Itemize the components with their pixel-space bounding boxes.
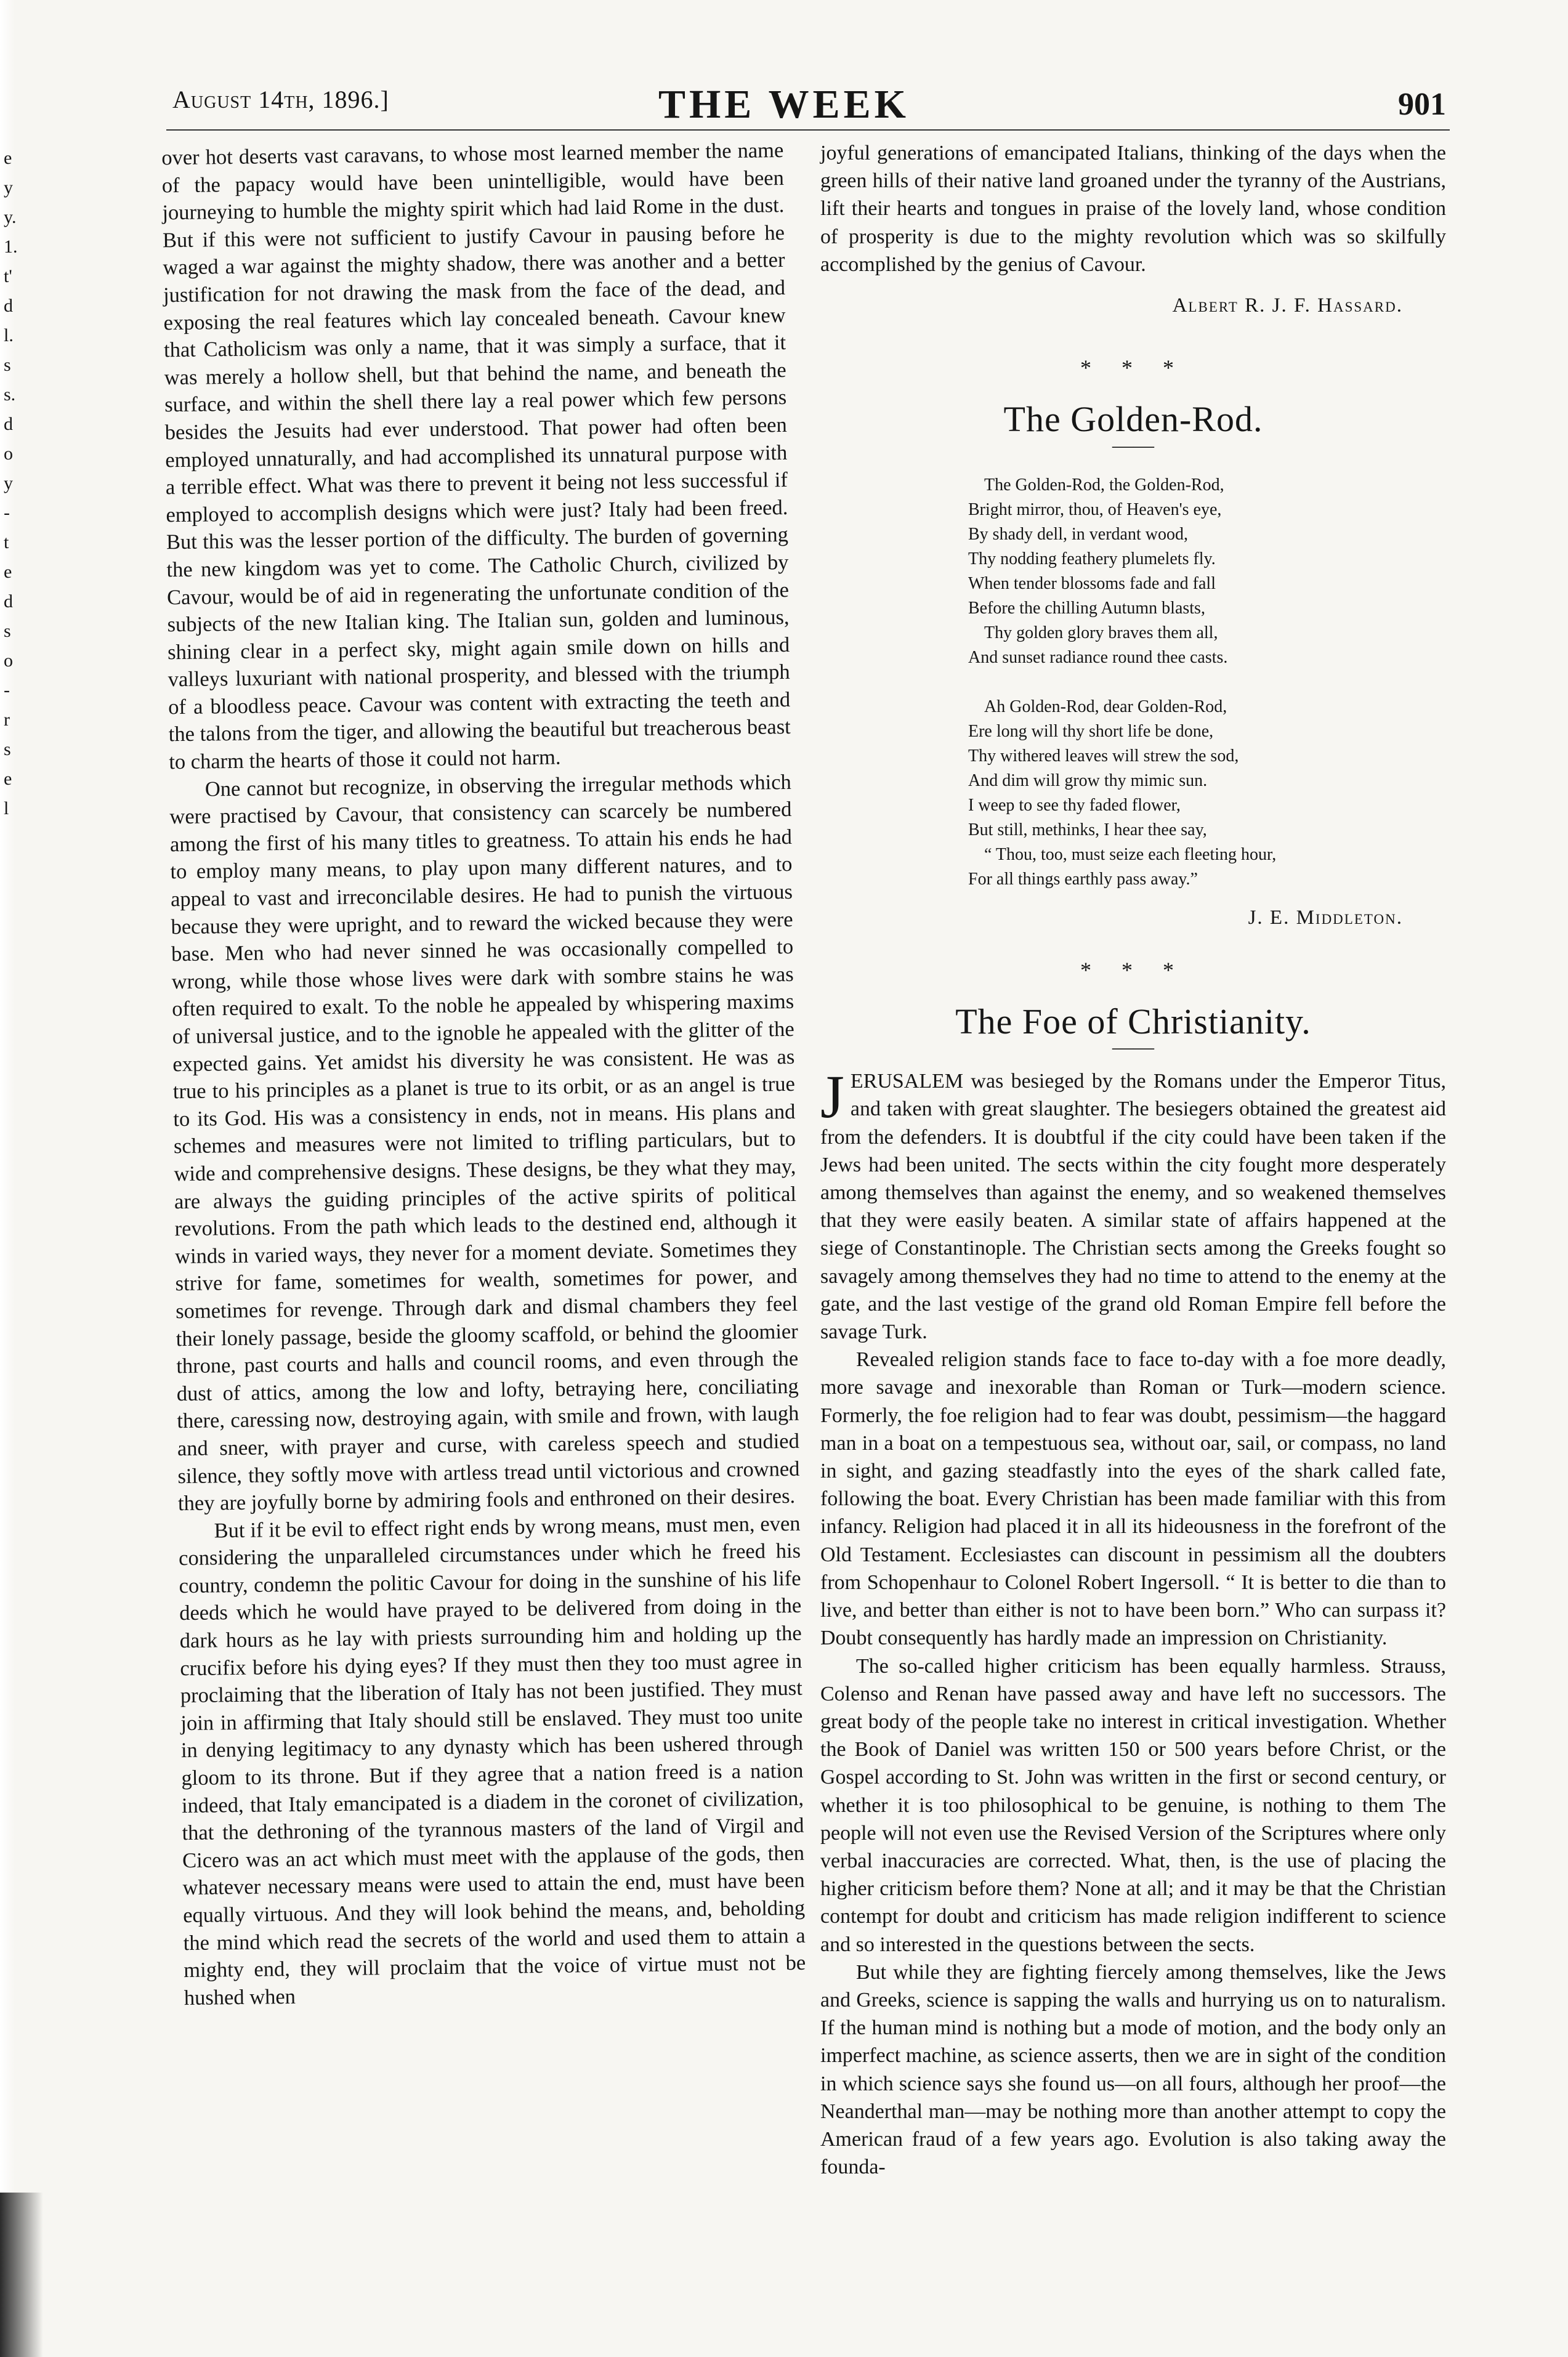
edge-fragment: y. xyxy=(4,207,17,227)
article-paragraph-2: Revealed religion stands face to face to-day with a foe more deadly, more savage and inexorable than Roman or Turk—modern science. Formerly, the foe religion had to fear was doubt, pessimism—the haggard man in a boat on a tempestuous sea, without oar, sail, or compass, no land in sight, and gazing steadfastly into the eyes of the shark called fate, following the boat. Every Christian has been made familiar with this from infancy. Religion had placed it in all its hideousness in the forefront of the Old Testament. Ecclesiastes can discount in pessimism all the doubters from Schopenhaur to Colonel Robert Ingersoll. “ It is better to die than to live, and better than either is not to have been born.” Who can surpass it? Doubt consequently has hardly made an impression on Christianity. xyxy=(820,1348,1446,1650)
edge-fragment: l xyxy=(4,798,9,819)
left-column xyxy=(161,137,810,2337)
header-rule xyxy=(166,129,1450,131)
edge-fragment: r xyxy=(4,710,10,730)
article-paragraph-4: But while they are fighting fiercely among themselves, like the Jews and Greeks, science is sapping the walls and hurrying us on to naturalism. If the human mind is nothing but a mode of motion, and the body only an imperfect machine, as science asserts, then we are in sight of the condition in which science says she found us—on all fours, although her proof—the Neanderthal man—may be nothing more than another attempt to copy the American fraud of a few years ago. Evolution is also taking away the founda- xyxy=(820,1960,1446,2179)
page-number: 901 xyxy=(1398,87,1446,122)
edge-fragment: y xyxy=(4,473,13,493)
poem-line: By shady dell, in verdant wood, xyxy=(968,524,1188,544)
edge-fragment: - xyxy=(4,503,10,523)
edge-fragment: 1. xyxy=(4,237,18,257)
edge-fragment: t xyxy=(4,532,9,552)
article-paragraph-1 xyxy=(820,1062,1446,1346)
article-title: The Foe of Christianity. xyxy=(955,1001,1311,1042)
poem-line: And dim will grow thy mimic sun. xyxy=(968,770,1208,790)
poem-line: Thy withered leaves will strew the sod, xyxy=(968,746,1239,766)
edge-fragment: e xyxy=(4,148,12,168)
issue-date: August 14th, 1896.] xyxy=(172,86,389,113)
cavour-author: Albert R. J. F. Hassard. xyxy=(1172,294,1403,317)
edge-fragment: s xyxy=(4,621,11,641)
article-paragraph-3: The so-called higher criticism has been equally harmless. Strauss, Colenso and Renan have passed away and have left no successors. The great body of the people take no interest in critical investigation. Whether the Book of Daniel was written 150 or 500 years before Christ, or the Gospel according to St. John was written in the first or second century, or whether it is too philosophical to be genuine, is nothing to them The people will not even use the Revised Version of the Scriptures where only verbal inaccuracies are corrected. What, then, is the use of placing the higher criticism before them? None at all; and it may be that the Christian contempt for doubt and criticism has made religion indifferent to science and so interested in the questions between the sects. xyxy=(820,1654,1446,1956)
cavour-ending: joyful generations of emancipated Italians, thinking of the days when the green hills of their native land groaned under the tyranny of the Austrians, lift their hearts and tongues in praise of the lovely land, whose condition of prosperity is due to the mighty revolution which was so skilfully accomplished by the genius of Cavour. xyxy=(820,142,1446,276)
edge-fragment: y xyxy=(4,177,13,198)
poem-stanza-2 xyxy=(968,695,1446,892)
edge-fragment: d xyxy=(4,591,13,612)
edge-fragment: s. xyxy=(4,384,16,405)
title-rule: —— xyxy=(1112,434,1154,457)
edge-fragment: - xyxy=(4,680,10,700)
edge-fragment: d xyxy=(4,296,13,316)
poem-stanza-1 xyxy=(968,473,1446,670)
masthead: THE WEEK xyxy=(658,82,910,127)
edge-fragment: e xyxy=(4,769,12,789)
edge-fragment: s xyxy=(4,739,11,759)
edge-fragment: l. xyxy=(4,325,14,346)
poem-author: J. E. Middleton. xyxy=(1248,906,1403,929)
poem-line: When tender blossoms fade and fall xyxy=(968,573,1216,593)
poem-line: “ Thou, too, must seize each fleeting hour, xyxy=(984,844,1277,864)
poem-line: Before the chilling Autumn blasts, xyxy=(968,598,1205,618)
edge-fragment: o xyxy=(4,650,13,671)
poem-line: But still, methinks, I hear thee say, xyxy=(968,820,1207,839)
separator-asterisks: * * * xyxy=(1080,355,1186,381)
edge-fragment: e xyxy=(4,562,12,582)
separator-asterisks: * * * xyxy=(1080,957,1186,982)
page-header xyxy=(0,0,1568,142)
poem-line: Thy golden glory braves them all, xyxy=(984,623,1218,642)
poem xyxy=(968,473,1446,892)
poem-title: The Golden-Rod. xyxy=(1003,399,1263,440)
poem-line: Thy nodding feathery plumelets fly. xyxy=(968,549,1216,568)
edge-fragment: o xyxy=(4,443,13,464)
right-column xyxy=(820,139,1446,2332)
edge-fragment: t' xyxy=(4,266,12,286)
poem-line: Ere long will thy short life be done, xyxy=(968,721,1214,741)
poem-line: Ah Golden-Rod, dear Golden-Rod, xyxy=(984,697,1227,716)
binding-shadow xyxy=(0,2193,43,2357)
drop-cap: J xyxy=(820,1062,844,1131)
poem-line: The Golden-Rod, the Golden-Rod, xyxy=(984,475,1224,495)
poem-line: For all things earthly pass away.” xyxy=(968,869,1198,889)
page-binding-edge xyxy=(0,0,15,2357)
cavour-paragraph-1: over hot deserts vast caravans, to whose most learned member the name of the papacy would have been unintelligible, would have been journeying to humble the mighty spirit which had laid Rome in the dust. But if this were not sufficient to justify Cavour in pausing before he waged a war against the mighty shadow, there was another and a better justification for not drawing the mask from the face of the dead, and exposing the real features which lay concealed beneath. Cavour knew that Catholicism was only a name, that it was simply a surface, that it was merely a hollow shell, but that behind the name, and beneath the surface, and within the shell there lay a real power which few persons besides the Jesuits had ever understood. That power had often been employed unnaturally, and had accomplished its unnatural purpose with a terrible effect. What was there to prevent it being not less successful if employed to accomplish designs which were just? Italy had been freed. But this was the lesser portion of the difficulty. The burden of governing the new kingdom was yet to come. The Catholic Church, civilized by Cavour, would be of aid in regenerating the unfortunate condition of the subjects of the new Italian king. The Italian sun, golden and luminous, shining clear in a perfect sky, might again smile down on hills and valleys luxuriant with national prosperity, and blessed with the triumph of a bloodless peace. Cavour was content with extracting the teeth and the talons from the tiger, and allowing the beautiful but treacherous beast to charm the hearts of those it could not harm. xyxy=(161,138,791,774)
poem-line: And sunset radiance round thee casts. xyxy=(968,647,1228,667)
poem-line: I weep to see thy faded flower, xyxy=(968,795,1181,815)
title-rule: —— xyxy=(1112,1036,1154,1059)
article-first-text: ERUSALEM was besieged by the Romans under the Emperor Titus, and taken with great slaughter. The besiegers obtained the greatest aid from the defenders. It is doubtful if the city could have been taken if the Jews had been united. The sects within the city fought more desperately among themselves than against the enemy, and so weakened themselves that they were easily beaten. A similar state of affairs happened at the siege of Constantinople. The Christian sects among the Greeks fought so savagely among themselves they had no time to attend to the enemy at the gate, and the last vestige of the grand old Roman Empire fell before the savage Turk. xyxy=(820,1070,1446,1344)
cavour-paragraph-3: But if it be evil to effect right ends by wrong means, must men, even considering the unparalleled circumstances under which he freed his country, condemn the politic Cavour for doing in the sunshine of his life deeds which he would have prayed to be delivered from doing in the dark hours as he lay with priests surrounding him and holding up the crucifix before his dying eyes? If they must then they too must agree in proclaiming that the liberation of Italy has not been justified. They must join in affirming that Italy should still be enslaved. They must too unite in denying legitimacy to any dynasty which has been ushered through gloom to its throne. But if they agree that a nation freed is a nation indeed, that Italy emancipated is a diadem in the coronet of civilization, that the dethroning of the tyrannous masters of the land of Virgil and Cicero was an act which must meet with the applause of the gods, then whatever necessary means were used to attain the end, must have been equally virtuous. And they will look behind the means, and, beholding the mind which read the secrets of the world and used them to attain a mighty end, they will proclaim that the voice of virtue must not be hushed when xyxy=(178,1511,806,2010)
edge-fragment: s xyxy=(4,355,11,375)
poem-line: Bright mirror, thou, of Heaven's eye, xyxy=(968,499,1222,519)
cavour-paragraph-2: One cannot but recognize, in observing the irregular methods which were practised by Cavour, that consistency can scarcely be numbered among the first of his many titles to greatness. To attain his ends he had to employ many means, to play upon many different natures, and to appeal to vast and irreconcilable desires. He had to punish the virtuous because they were upright, and to reward the wicked because they were base. Men who had never sinned he was occasionally compelled to wrong, while those whose lives were dark with sombre stains he was often required to exalt. To the noble he appealed by whispering maxims of universal justice, and to the ignoble he appealed with the glitter of the expected gains. Yet amidst his diversity he was consistent. He was as true to his principles as a planet is true to its orbit, or as an angel is true to its God. His was a consistency in ends, not in means. His plans and schemes and measures were not limited to trifling particulars, but to wide and comprehensive designs. These designs, be they what they may, are always the guiding principles of the active spirits of political revolutions. From the path which leads to the destined end, although it winds in varied ways, they never for a moment deviate. Sometimes they strive for fame, sometimes for wealth, sometimes for power, and sometimes for revenge. Through dark and dismal chambers they feel their lonely passage, beside the gloomy scaffold, or behind the gloomier throne, past courts and halls and council rooms, and even through the dust of attics, among the low and lofty, betraying here, conciliating there, caressing now, destroying again, with smile and frown, with laugh and sneer, with prayer and curse, with careless speech and studied silence, they softly move with artless tread until victorious and crowned they are joyfully borne by admiring fools and enthroned on their desires. xyxy=(169,770,800,1516)
edge-fragment: d xyxy=(4,414,13,434)
